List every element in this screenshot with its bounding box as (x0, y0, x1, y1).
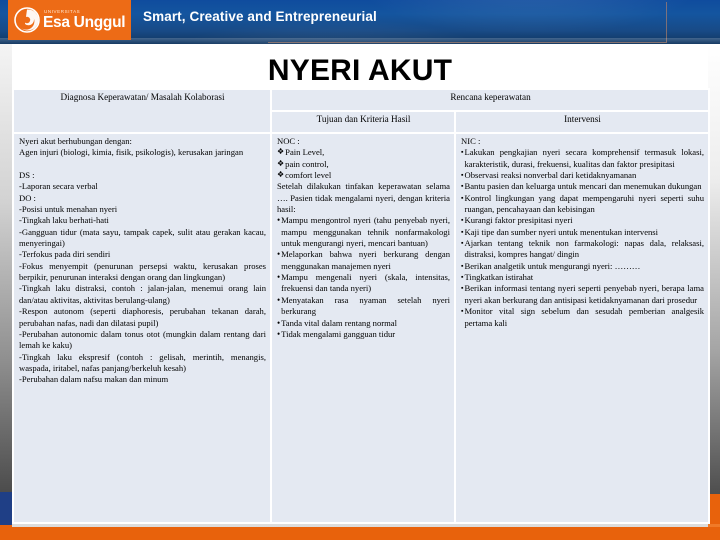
square-bullet-icon: ▪ (461, 284, 464, 293)
criteria-item-label: Tidak mengalami gangguan tidur (281, 328, 396, 339)
page-title: NYERI AKUT (267, 54, 453, 87)
nic-item (461, 181, 704, 192)
nic-item (461, 215, 704, 226)
logo-wordmark (43, 10, 125, 31)
dot-bullet-icon: • (277, 294, 281, 305)
do-label: DO : (19, 192, 36, 203)
bottom-orange-bar (0, 527, 720, 540)
criteria-item-label: Melaporkan bahwa nyeri berkurang dengan menggunakan manajemen nyeri (281, 249, 450, 271)
dot-bullet-icon: • (277, 328, 281, 339)
nic-item-label: Berikan analgetik untuk mengurangi nyeri: ……… (464, 260, 641, 271)
dot-bullet-icon: • (277, 249, 281, 260)
table-header-row-1 (13, 89, 709, 111)
noc-item (277, 170, 450, 181)
nic-heading: NIC : (461, 136, 481, 146)
criteria-item-label: Mampu mengontrol nyeri (tahu penyebab nyeri, mampu menggunakan tehnik nonfarmakologi untuk mengurangi nyeri, mencari bantuan) (281, 215, 450, 249)
criteria-item-label: Tanda vital dalam rentang normal (281, 317, 398, 328)
nic-item-label: Observasi reaksi nonverbal dari ketidaknyamanan (464, 170, 637, 181)
nic-item (461, 193, 704, 216)
nic-item-label: Kurangi faktor presipitasi nyeri (464, 215, 573, 226)
header-intervensi: Intervensi (455, 111, 709, 133)
do-item: -Fokus menyempit (penurunan persepsi waktu, kerusakan proses berpikir, penurunan interaksi dengan orang dan lingkungan) (19, 260, 266, 283)
square-bullet-icon: ▪ (461, 193, 464, 202)
diagnosa-agent: Agen injuri (biologi, kimia, fisik, psikologis), kerusakan jaringan (19, 147, 244, 158)
ds-item: -Laporan secara verbal (19, 181, 98, 192)
do-item: -Terfokus pada diri sendiri (19, 249, 111, 260)
noc-item (277, 147, 450, 158)
header-tujuan-kriteria: Tujuan dan Kriteria Hasil (271, 111, 455, 133)
cell-diagnosa (13, 133, 271, 523)
nic-item-label: Tingkatkan istirahat (464, 272, 534, 283)
table-row (13, 133, 709, 523)
criteria-item-label: Mampu mengenali nyeri (skala, intensitas, frekuensi dan tanda nyeri) (281, 272, 450, 294)
criteria-item (277, 329, 450, 340)
criteria-item (277, 295, 450, 318)
noc-heading: NOC : (277, 136, 300, 146)
spacer-line (19, 159, 266, 170)
noc-item-label: pain control, (285, 158, 329, 169)
do-item: -Respon autonom (seperti diaphoresis, perubahan tekanan darah, perubahan nafas, nadi dan dilatasi pupil) (19, 306, 266, 328)
swirl-circle-icon (14, 7, 40, 33)
square-bullet-icon: ▪ (461, 261, 464, 270)
square-bullet-icon: ▪ (461, 239, 464, 248)
header-diagnosa: Diagnosa Keperawatan/ Masalah Kolaborasi (13, 89, 271, 133)
noc-goal-text: Setelah dilakukan tinfakan keperawatan selama …. Pasien tidak mengalami nyeri, dengan kriteria hasil: (277, 181, 450, 215)
do-item: -Tingkah laku berhati-hati (19, 215, 109, 226)
criteria-item (277, 215, 450, 249)
noc-item (277, 159, 450, 170)
dot-bullet-icon: • (277, 272, 281, 283)
square-bullet-icon: ▪ (461, 216, 464, 225)
nic-item (461, 272, 704, 283)
nic-item (461, 238, 704, 261)
do-item: -Tingkah laku ekspresif (contoh : gelisah, merintih, menangis, waspada, iritabel, nafas panjang/berkeluh kesah) (19, 351, 266, 373)
square-bullet-icon: ▪ (461, 171, 464, 180)
header-rencana-keperawatan: Rencana keperawatan (271, 89, 709, 111)
criteria-item-label: Menyatakan rasa nyaman setelah nyeri berkurang (281, 294, 450, 317)
do-item: -Perubahan autonomic dalam tonus otot (mungkin dalam rentang dari lemah ke kaku) (19, 328, 266, 351)
diagnosa-heading: Nyeri akut berhubungan dengan: (19, 136, 132, 146)
diamond-bullet-icon: ❖ (277, 147, 285, 157)
noc-item-label: Pain Level, (285, 147, 325, 158)
noc-item-label: comfort level (285, 170, 332, 181)
square-bullet-icon: ▪ (461, 182, 464, 191)
criteria-item (277, 318, 450, 329)
left-edge-blue-block (0, 492, 12, 525)
nic-item-label: Bantu pasien dan keluarga untuk mencari dan menemukan dukungan (464, 181, 702, 192)
do-item: -Perubahan dalam nafsu makan dan minum (19, 374, 169, 385)
square-bullet-icon: ▪ (461, 273, 464, 282)
left-edge-strip (0, 44, 12, 496)
university-logo (8, 0, 131, 40)
nic-item-label: Lakukan pengkajian nyeri secara komprehensif termasuk lokasi, karakteristik, durasi, frekuensi, kualitas dan faktor presipitasi (464, 147, 704, 169)
ds-label: DS : (19, 170, 35, 181)
nic-item-label: Monitor vital sign sebelum dan sesudah pemberian analgesik pertama kali (464, 306, 704, 328)
criteria-item (277, 249, 450, 272)
nic-item (461, 147, 704, 170)
header-banner (0, 0, 720, 44)
square-bullet-icon: ▪ (461, 148, 464, 157)
nic-item-label: Kaji tipe dan sumber nyeri untuk menentukan intervensi (464, 226, 659, 237)
cell-tujuan-kriteria (271, 133, 455, 523)
nic-item (461, 261, 704, 272)
nic-item-label: Berikan informasi tentang nyeri seperti penyebab nyeri, berapa lama nyeri akan berkurang dan antisipasi ketidaknyamanan dari prosedur (464, 283, 704, 305)
care-plan-table (12, 88, 710, 524)
do-item: -Tingkah laku distraksi, contoh : jalan-jalan, menemui orang lain dan/atau aktivitas, aktivitas berulang-ulang) (19, 283, 266, 305)
nic-item-label: Ajarkan tentang teknik non farmakologi: napas dala, relaksasi, distraksi, kompres hangat/ dingin (464, 238, 704, 260)
nic-item (461, 306, 704, 329)
square-bullet-icon: ▪ (461, 307, 464, 316)
logo-university-label: UNIVERSITAS (44, 8, 81, 14)
diamond-bullet-icon: ❖ (277, 158, 285, 168)
nic-item (461, 170, 704, 181)
nic-item-label: Kontrol lingkungan yang dapat mempengaruhi nyeri seperti suhu ruangan, pencahayaan dan kebisingan (464, 192, 704, 215)
logo-name-label: Esa Unggul (43, 14, 126, 31)
nic-item (461, 283, 704, 306)
banner-tagline: Smart, Creative and Entrepreneurial (143, 9, 377, 24)
dot-bullet-icon: • (277, 215, 281, 226)
nic-item (461, 227, 704, 238)
cell-intervensi (455, 133, 709, 523)
square-bullet-icon: ▪ (461, 227, 464, 236)
diamond-bullet-icon: ❖ (277, 170, 285, 180)
dot-bullet-icon: • (277, 317, 281, 328)
do-item: -Posisi untuk menahan nyeri (19, 204, 118, 215)
do-item: -Gangguan tidur (mata sayu, tampak capek, sulit atau gerakan kacau, menyeringai) (19, 226, 266, 249)
criteria-item (277, 272, 450, 295)
